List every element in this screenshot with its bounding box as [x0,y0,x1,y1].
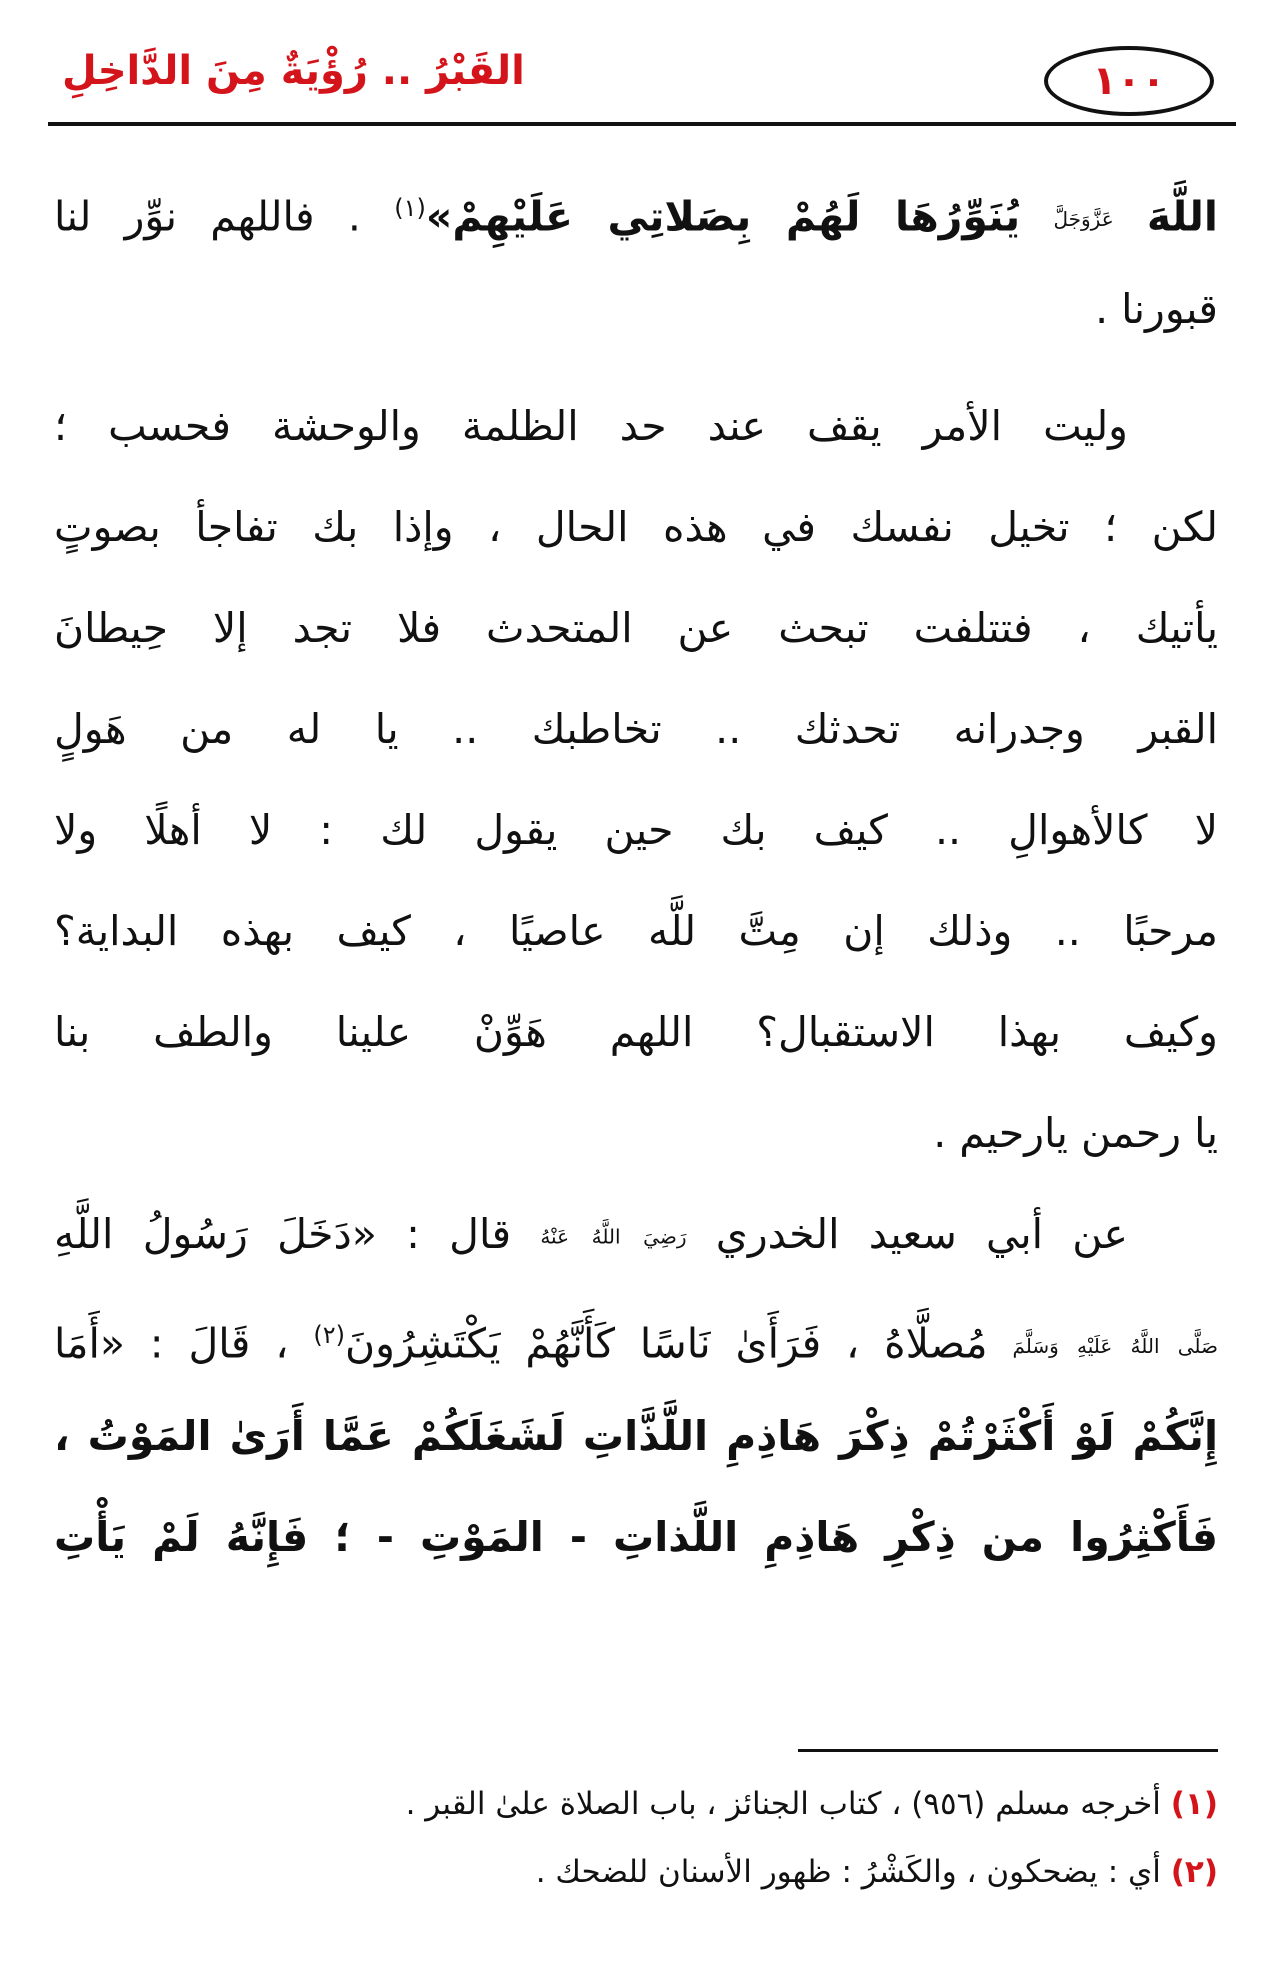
honorific-glyph: صَلَّى اللَّهُ عَلَيْهِ وَسَلَّمَ [1012,1334,1218,1359]
honorific-glyph: عَزَّوَجَلَّ [1053,207,1114,232]
narrator-text: عن أبي سعيد الخدري [715,1210,1128,1258]
prayer-text: . فاللهم نوِّر لنا [54,192,361,241]
footnote-text: أخرجه مسلم (٩٥٦) ، كتاب الجنائز ، باب الصلاة علىٰ القبر . [405,1786,1161,1822]
quote-text: اللَّهَ [1146,192,1218,241]
paragraph-gap [54,360,1218,376]
text-line-4: لكن ؛ تخيل نفسك في هذه الحال ، وإذا بك تفاجأ بصوتٍ [54,503,1218,551]
page-header [48,30,1236,130]
text-line-7: لا كالأهوالِ .. كيف بك حين يقول لك : لا أهلًا ولا [54,806,1218,854]
text-line-12 [54,1285,1218,1386]
text-line-10: يا رحمن يارحيم . [933,1109,1218,1157]
text-line-13: إِنَّكُمْ لَوْ أَكْثَرْتُمْ ذِكْرَ هَاذِمِ اللَّذَّاتِ لَشَغَلَكُمْ عَمَّا أَرَىٰ المَوْتُ ، [54,1412,1218,1460]
text-line-9: وكيف بهذا الاستقبال؟ اللهم هَوِّنْ علينا والطف بنا [54,1008,1218,1056]
text-line-5: يأتيك ، فتتلفت تبحث عن المتحدث فلا تجد إلا حِيطانَ [54,604,1218,652]
text-line-3: وليت الأمر يقف عند حد الظلمة والوحشة فحسب ؛ [54,402,1128,450]
text-line-14: فَأَكْثِرُوا من ذِكْرِ هَاذِمِ اللَّذاتِ - المَوْتِ - ؛ فَإِنَّهُ لَمْ يَأْتِ [54,1513,1218,1561]
footnote-text: أي : يضحكون ، والكَشْرُ : ظهور الأسنان للضحك . [535,1854,1161,1890]
footnote-rule [798,1749,1218,1752]
footnote-ref-1[interactable]: (١) [394,194,426,222]
hadith-quote: يُنَوِّرُهَا لَهُمْ بِصَلاتِي عَلَيْهِمْ» [425,192,1021,241]
footnote-number: (١) [1170,1786,1218,1822]
header-rule [48,122,1236,126]
honorific-glyph: رَضِيَ اللَّهُ عَنْهُ [540,1224,687,1249]
footnote-ref-2[interactable]: (٢) [313,1321,345,1349]
text-line-2: قبورنا . [1095,285,1218,333]
footnote-2 [54,1838,1218,1906]
hadith-text: مُصلَّاهُ ، فَرَأَىٰ نَاسًا كَأَنَّهُمْ يَكْتَشِرُونَ [344,1319,988,1368]
main-text [54,158,1218,1588]
text-line-11 [54,1184,1218,1285]
hadith-text-tail: ، قَالَ : «أَمَا [54,1319,289,1368]
text-line-1 [54,158,1218,259]
text-line-8: مرحبًا .. وذلك إن مِتَّ للَّه عاصيًا ، كيف بهذه البداية؟ [54,907,1218,955]
running-title: القَبْرُ .. رُؤْيَةٌ مِنَ الدَّاخِلِ [62,48,525,94]
text-line-6: القبر وجدرانه تحدثك .. تخاطبك .. يا له من هَولٍ [54,705,1218,753]
footnotes [54,1770,1218,1906]
page-number: ١٠٠ [1044,46,1214,116]
footnote-number: (٢) [1170,1854,1218,1890]
hadith-opening: قال : «دَخَلَ رَسُولُ اللَّهِ [54,1210,512,1258]
footnote-1 [54,1770,1218,1838]
